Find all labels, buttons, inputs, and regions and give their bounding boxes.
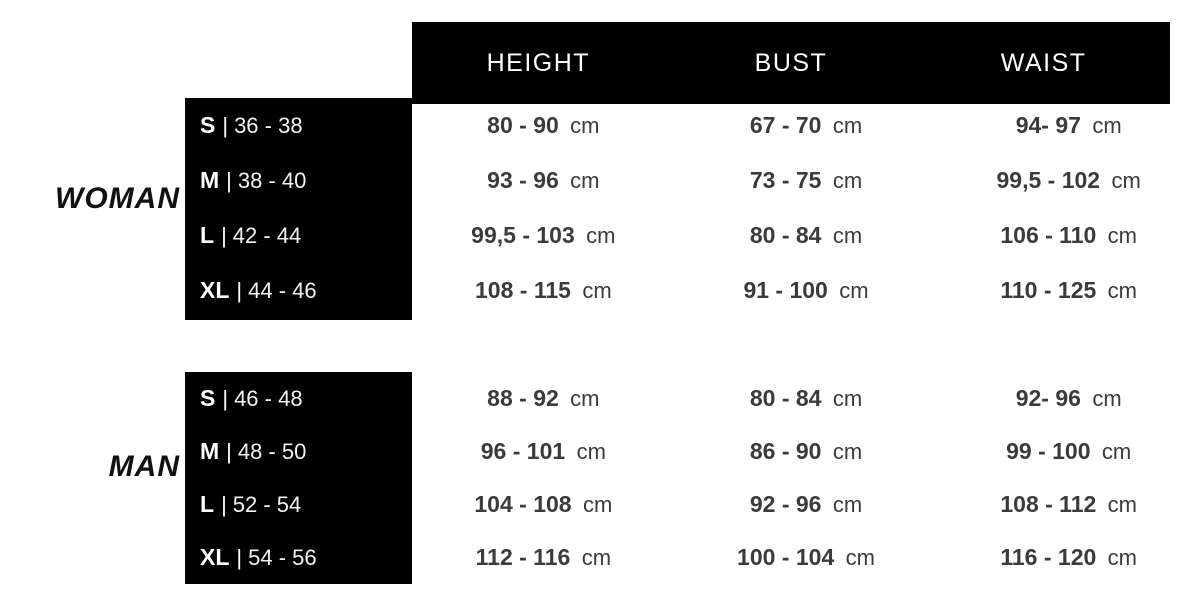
waist-unit: cm (1107, 545, 1137, 570)
table-row (0, 98, 1200, 153)
size-range: 48 - 50 (237, 439, 307, 464)
size-label: XL (200, 544, 230, 570)
height-value: 99,5 - 103 (471, 222, 575, 248)
waist-unit: cm (1107, 492, 1137, 517)
size-cell (0, 544, 412, 571)
table-row (0, 531, 1200, 584)
waist-value: 99,5 - 102 (996, 167, 1101, 193)
table-row (0, 425, 1200, 478)
size-label: M (200, 167, 220, 193)
waist-value: 106 - 110 (1000, 222, 1097, 248)
waist-value: 110 - 125 (1000, 277, 1097, 303)
waist-value: 94- 97 (1015, 112, 1081, 138)
height-value: 96 - 101 (480, 438, 566, 464)
waist-cell (937, 438, 1200, 465)
size-separator: | (226, 439, 232, 464)
header-row (412, 22, 1170, 104)
group-label-woman: WOMAN (55, 182, 180, 215)
bust-value: 80 - 84 (749, 222, 822, 248)
height-unit: cm (586, 223, 616, 248)
size-separator: | (222, 113, 229, 138)
size-cell (0, 438, 412, 465)
waist-cell (937, 385, 1200, 412)
height-value: 88 - 92 (487, 385, 559, 411)
size-range: 52 - 54 (232, 492, 302, 517)
size-cell (0, 222, 412, 249)
bust-cell (675, 277, 938, 304)
size-cell (0, 385, 412, 412)
height-value: 112 - 116 (475, 544, 571, 570)
height-unit: cm (570, 113, 600, 138)
size-range: 38 - 40 (237, 168, 307, 193)
bust-unit: cm (832, 113, 863, 138)
size-label: S (200, 112, 216, 138)
height-cell (412, 222, 675, 249)
bust-unit: cm (832, 492, 863, 517)
bust-cell (675, 544, 938, 571)
height-unit: cm (570, 168, 600, 193)
table-row (0, 263, 1200, 318)
bust-value: 67 - 70 (749, 112, 822, 138)
size-cell (0, 167, 412, 194)
height-cell (412, 491, 675, 518)
bust-cell (675, 167, 938, 194)
waist-value: 108 - 112 (1000, 491, 1097, 517)
waist-value: 92- 96 (1015, 385, 1081, 411)
bust-cell (675, 222, 938, 249)
bust-cell (675, 491, 938, 518)
size-label: M (200, 438, 220, 464)
bust-unit: cm (839, 278, 869, 303)
height-unit: cm (581, 545, 612, 570)
rows-woman (0, 98, 1200, 318)
size-label: XL (200, 277, 230, 303)
waist-cell (937, 222, 1200, 249)
bust-unit: cm (832, 223, 863, 248)
height-value: 93 - 96 (487, 167, 559, 193)
waist-unit: cm (1101, 439, 1132, 464)
rows-man (0, 372, 1200, 584)
size-separator: | (226, 168, 232, 193)
size-separator: | (236, 278, 243, 303)
size-cell (0, 491, 412, 518)
size-range: 54 - 56 (248, 545, 317, 570)
table-row (0, 372, 1200, 425)
table-row (0, 153, 1200, 208)
size-range: 42 - 44 (232, 223, 302, 248)
waist-cell (937, 167, 1200, 194)
size-separator: | (222, 386, 229, 411)
waist-cell (937, 112, 1200, 139)
height-value: 80 - 90 (487, 112, 559, 138)
group-woman (0, 98, 1200, 320)
bust-value: 80 - 84 (749, 385, 822, 411)
bust-cell (675, 112, 938, 139)
height-cell (412, 112, 675, 139)
height-cell (412, 277, 675, 304)
waist-unit: cm (1092, 113, 1122, 138)
waist-cell (937, 544, 1200, 571)
bust-value: 73 - 75 (749, 167, 822, 193)
bust-cell (675, 385, 938, 412)
height-cell (412, 385, 675, 412)
bust-value: 100 - 104 (737, 544, 835, 570)
bust-value: 86 - 90 (749, 438, 822, 464)
column-header-bust: BUST (754, 48, 828, 77)
group-man (0, 372, 1200, 584)
column-header-waist: WAIST (1000, 48, 1087, 77)
size-separator: | (221, 223, 227, 248)
waist-unit: cm (1111, 168, 1141, 193)
waist-cell (937, 491, 1200, 518)
bust-unit: cm (845, 545, 875, 570)
height-cell (412, 438, 675, 465)
waist-value: 99 - 100 (1006, 438, 1091, 464)
size-separator: | (236, 545, 243, 570)
table-row (0, 208, 1200, 263)
height-value: 104 - 108 (474, 491, 572, 517)
height-value: 108 - 115 (475, 277, 571, 303)
waist-cell (937, 277, 1200, 304)
height-unit: cm (582, 492, 613, 517)
bust-value: 91 - 100 (743, 277, 828, 303)
height-unit: cm (570, 386, 600, 411)
waist-unit: cm (1092, 386, 1122, 411)
group-label-man: MAN (108, 450, 180, 483)
size-range: 36 - 38 (234, 113, 303, 138)
bust-unit: cm (832, 386, 863, 411)
bust-unit: cm (832, 439, 863, 464)
size-label: S (200, 385, 216, 411)
size-label: L (200, 491, 215, 517)
bust-cell (675, 438, 938, 465)
size-label: L (200, 222, 215, 248)
waist-unit: cm (1107, 278, 1137, 303)
waist-unit: cm (1107, 223, 1137, 248)
height-cell (412, 544, 675, 571)
bust-unit: cm (832, 168, 863, 193)
table-row (0, 478, 1200, 531)
size-cell (0, 277, 412, 304)
height-cell (412, 167, 675, 194)
height-unit: cm (582, 278, 612, 303)
column-header-height: HEIGHT (486, 48, 591, 77)
height-unit: cm (576, 439, 606, 464)
size-range: 46 - 48 (234, 386, 303, 411)
waist-value: 116 - 120 (1000, 544, 1097, 570)
size-range: 44 - 46 (248, 278, 317, 303)
bust-value: 92 - 96 (749, 491, 822, 517)
size-cell (0, 112, 412, 139)
size-separator: | (221, 492, 227, 517)
